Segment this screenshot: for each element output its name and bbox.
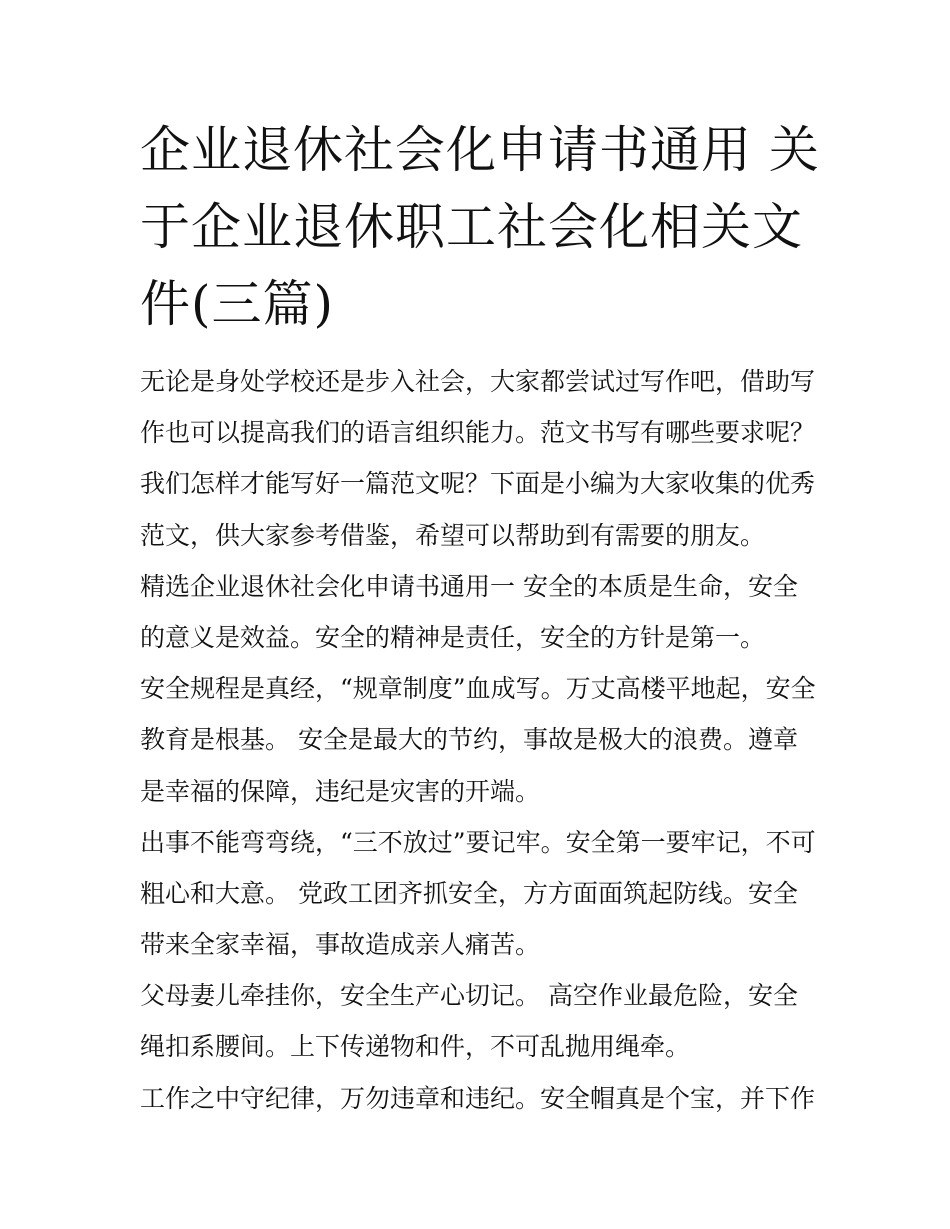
body-line: 的意义是效益。安全的精神是责任，安全的方针是第一。 [140,622,766,652]
body-line: 教育是根基。 安全是最大的节约，事故是极大的浪费。遵章 [140,725,798,755]
body-line: 带来全家幸福，事故造成亲人痛苦。 [140,930,541,960]
title-line: 件(三篇) [140,275,335,333]
body-line: 是幸福的保障，违纪是灾害的开端。 [140,776,541,806]
body-line: 父母妻儿牵挂你，安全生产心切记。 高空作业最危险，安全 [140,981,798,1011]
body-line: 安全规程是真经，“规章制度”血成写。万丈高楼平地起，安全 [140,674,816,704]
body-line: 工作之中守纪律，万勿违章和违纪。安全帽真是个宝，并下作 [140,1083,816,1113]
body-line: 我们怎样才能写好一篇范文呢？下面是小编为大家收集的优秀 [140,469,816,499]
body-line: 绳扣系腰间。上下传递物和件，不可乱抛用绳牵。 [140,1032,691,1062]
title-line: 企业退休社会化申请书通用 关 [140,121,820,179]
document-title [140,112,820,343]
title-line: 于企业退休职工社会化相关文 [140,198,803,256]
body-line: 作也可以提高我们的语言组织能力。范文书写有哪些要求呢？ [140,418,816,448]
body-line: 无论是身处学校还是步入社会，大家都尝试过写作吧，借助写 [140,367,816,396]
body-line: 出事不能弯弯绕，“三不放过”要记牢。安全第一要牢记，不可 [140,827,816,857]
body-line: 精选企业退休社会化申请书通用一 安全的本质是生命，安全 [140,571,798,601]
body-line: 范文，供大家参考借鉴，希望可以帮助到有需要的朋友。 [140,520,766,550]
document-body [140,356,830,1124]
body-line: 粗心和大意。 党政工团齐抓安全，方方面面筑起防线。安全 [140,878,798,908]
